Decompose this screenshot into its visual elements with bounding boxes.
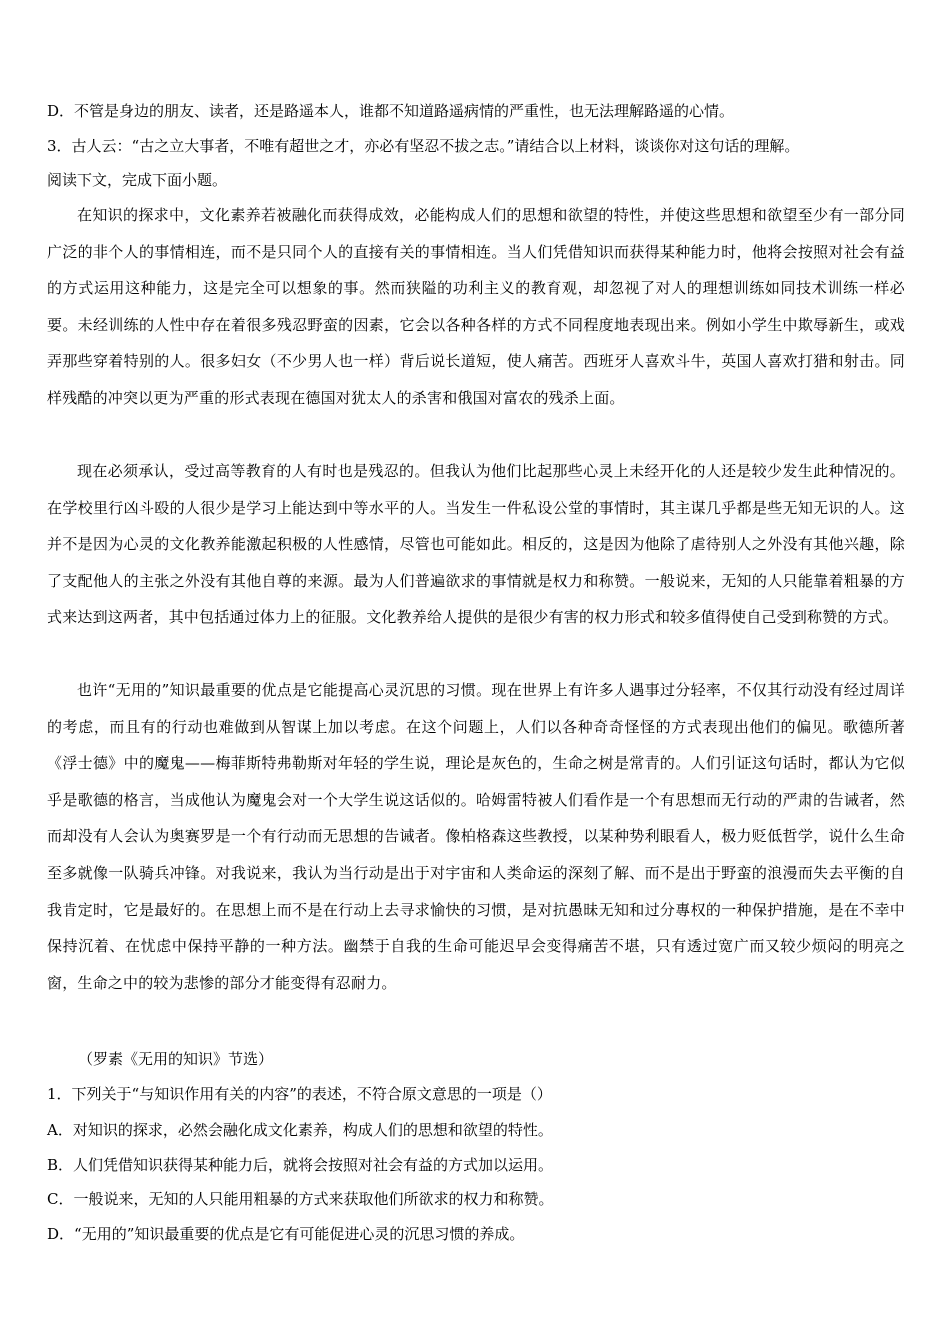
option-a: A．对知识的探求，必然会融化成文化素养，构成人们的思想和欲望的特性。	[47, 1121, 553, 1139]
passage-paragraph-3: 也许“无用的”知识最重要的优点是它能提高心灵沉思的习惯。现在世界上有许多人遇事过分轻率，不仅其行动没有经过周详的考虑，而且有的行动也难做到从智谋上加以考虑。在这个问题上，人们以各种奇奇怪怪的方式表现出他们的偏见。歌德所著《浮士德》中的魔鬼——梅菲斯特弗勒斯对年轻的学生说，理论是灰色的，生命之树是常青的。人们引证这句话时，都认为它似乎是歌德的格言，当成他认为魔鬼会对一个大学生说这话似的。哈姆雷特被人们看作是一个有思想而无行动的严肃的告诫者，然而却没有人会认为奥赛罗是一个有行动而无思想的告诫者。像柏格森这些教授，以某种势利眼看人，极力贬低哲学，说什么生命至多就像一队骑兵冲锋。对我说来，我认为当行动是出于对宇宙和人类命运的深刻了解、而不是出于野蛮的浪漫而失去平衡的自我肯定时，它是最好的。在思想上而不是在行动上去寻求愉快的习惯，是对抗愚昧无知和过分專权的一种保护措施，是在不幸中保持沉着、在忧虑中保持平静的一种方法。幽禁于自我的生命可能迟早会变得痛苦不堪，只有透过宽广而又较少烦闷的明亮之窗，生命之中的较为悲惨的部分才能变得有忍耐力。	[47, 681, 905, 992]
option-d: D．“无用的”知识最重要的优点是它有可能促进心灵的沉思习惯的养成。	[47, 1225, 525, 1243]
reading-instruction: 阅读下文，完成下面小题。	[47, 171, 228, 189]
passage-paragraph-1: 在知识的探求中，文化素养若被融化而获得成效，必能构成人们的思想和欲望的特性，并使这些思想和欲望至少有一部分同广泛的非个人的事情相连，而不是只同个人的直接有关的事情相连。当人们凭借知识而获得某种能力时，他将会按照对社会有益的方式运用这种能力，这是完全可以想象的事。然而狭隘的功利主义的教育观，却忽视了对人的理想训练如同技术训练一样必要。未经训练的人性中存在着很多残忍野蛮的因素，它会以各种各样的方式不同程度地表现出来。例如小学生中欺辱新生，或戏弄那些穿着特别的人。很多妇女（不少男人也一样）背后说长道短，使人痛苦。西班牙人喜欢斗牛，英国人喜欢打猎和射击。同样残酷的冲突以更为严重的形式表现在德国对犹太人的杀害和俄国对富农的残杀上面。	[47, 206, 905, 407]
passage-paragraph-2: 现在必须承认，受过高等教育的人有时也是残忍的。但我认为他们比起那些心灵上未经开化的人还是较少发生此种情况的。在学校里行凶斗殴的人很少是学习上能达到中等水平的人。当发生一件私设公堂的事情时，其主谋几乎都是些无知无识的人。这并不是因为心灵的文化教养能激起积极的人性感情，尽管也可能如此。相反的，这是因为他除了虐待别人之外没有其他兴趣，除了支配他人的主张之外没有其他自尊的来源。最为人们普遍欲求的事情就是权力和称赞。一般说来，无知的人只能靠着粗暴的方式来达到这两者，其中包括通过体力上的征服。文化教养给人提供的是很少有害的权力形式和较多值得使自己受到称赞的方式。	[47, 462, 905, 627]
passage-source: （罗素《无用的知识》节选）	[78, 1050, 274, 1068]
previous-option-d: D．不管是身边的朋友、读者，还是路遥本人，谁都不知道路遥病情的严重性，也无法理解路遥的心情。	[47, 102, 735, 120]
question-3: 3．古人云：“古之立大事者，不唯有超世之才，亦必有坚忍不拔之志。”请结合以上材料，谈谈你对这句话的理解。	[47, 137, 800, 155]
option-c: C．一般说来，无知的人只能用粗暴的方式来获取他们所欲求的权力和称赞。	[47, 1190, 554, 1208]
option-b: B．人们凭借知识获得某种能力后，就将会按照对社会有益的方式加以运用。	[47, 1156, 554, 1174]
question-1-stem: 1．下列关于“与知识作用有关的内容”的表述，不符合原文意思的一项是（）	[47, 1085, 552, 1103]
